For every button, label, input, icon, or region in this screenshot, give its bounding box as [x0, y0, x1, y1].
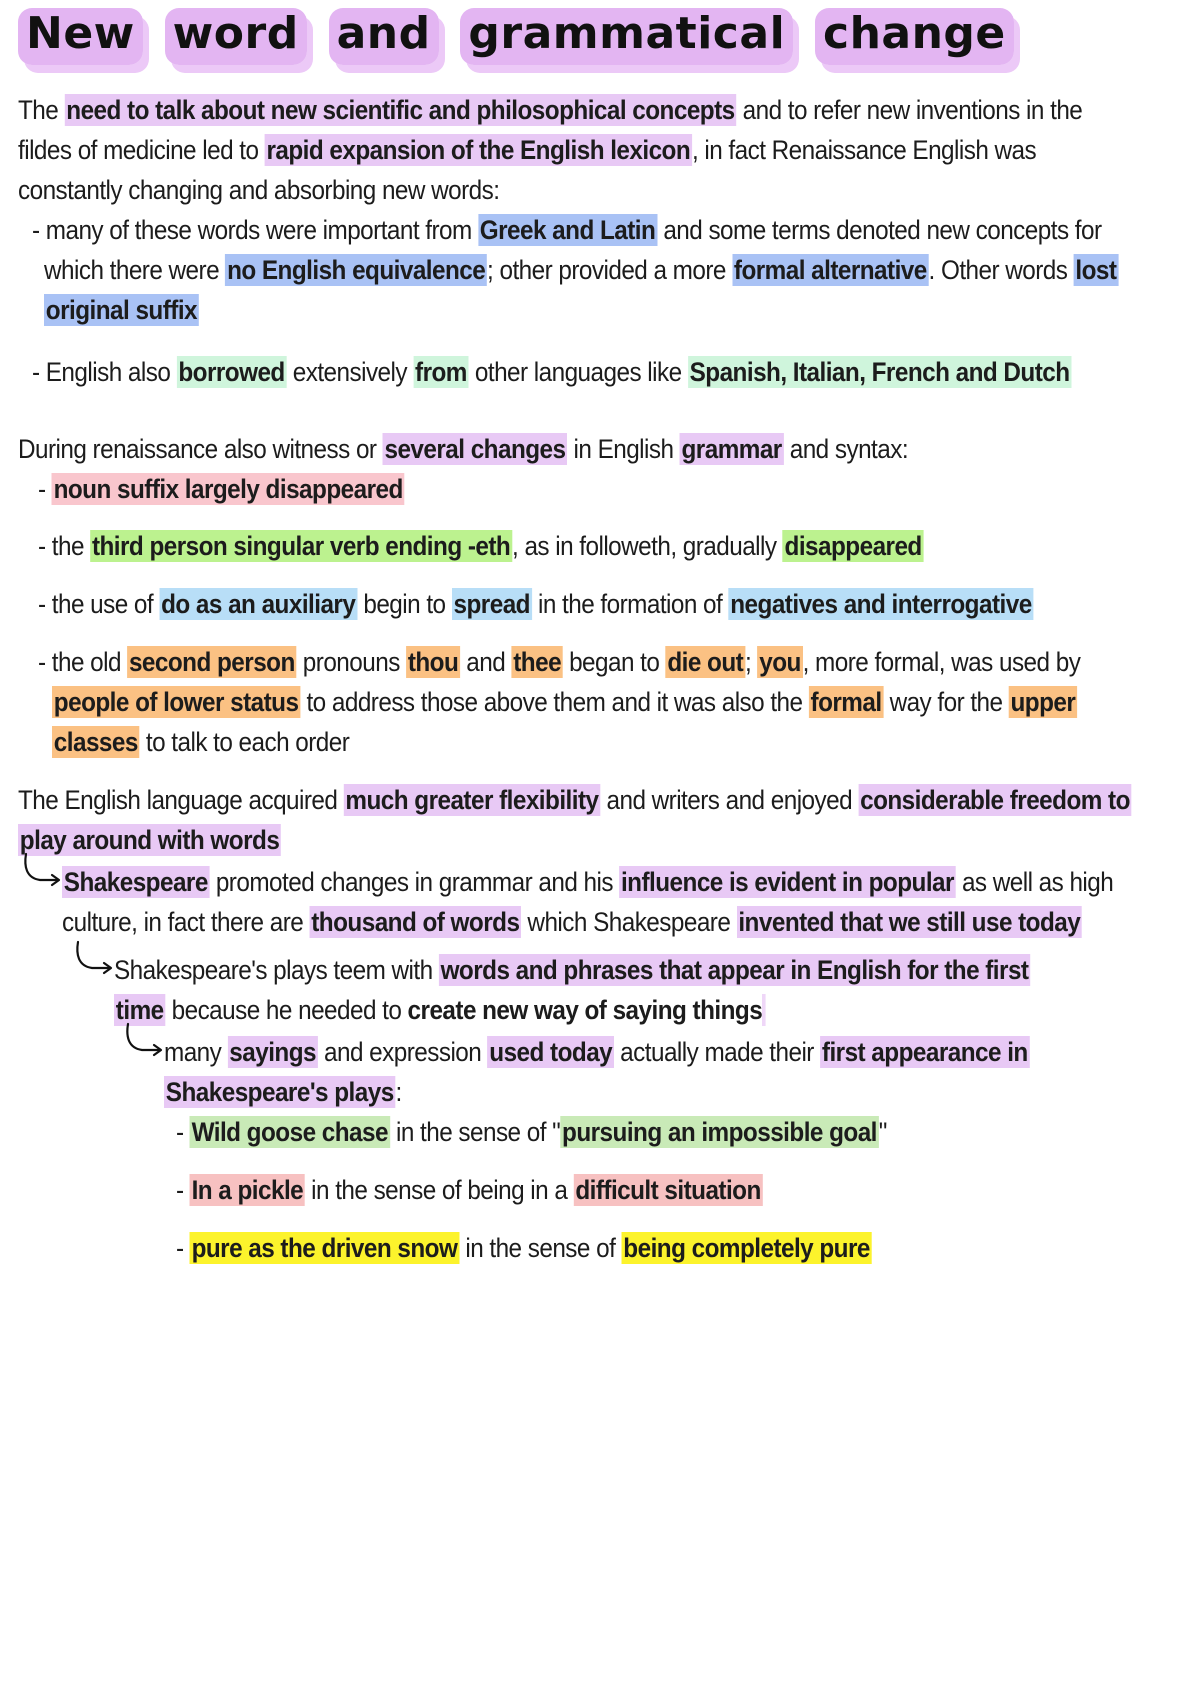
text-segment: way for the [883, 687, 1009, 717]
text-segment: - [176, 1175, 190, 1205]
bullet-line [44, 292, 199, 328]
text-segment: ; other provided a more [487, 255, 733, 285]
highlighted-phrase: second person [128, 647, 295, 677]
highlighted-phrase: In a pickle [191, 1175, 304, 1205]
text-segment: constantly changing and absorbing new words: [18, 175, 500, 205]
title-word: grammatical [460, 8, 793, 65]
highlighted-phrase: difficult situation [575, 1175, 761, 1205]
text-segment: began to [562, 647, 666, 677]
highlighted-phrase: from [415, 357, 467, 387]
paragraph-line [18, 431, 908, 467]
highlighted-phrase: spread [453, 589, 530, 619]
text-segment: and to refer new inventions in the [736, 95, 1083, 125]
bullet-line [52, 724, 349, 760]
paragraph-line [18, 132, 1036, 168]
title-word: change [815, 8, 1014, 65]
text-segment: promoted changes in grammar and his [209, 867, 620, 897]
text-segment: , in fact Renaissance English was [691, 135, 1037, 165]
bullet-line [38, 471, 405, 507]
highlighted-phrase: disappeared [784, 531, 922, 561]
title-word: and [329, 8, 439, 65]
text-segment: ; [745, 647, 758, 677]
text-segment: The [18, 95, 65, 125]
text-segment: and [460, 647, 512, 677]
text-segment: extensively [286, 357, 414, 387]
text-segment: - the [38, 531, 91, 561]
curved-arrow-icon [74, 940, 114, 976]
text-segment: During renaissance also witness or [18, 434, 383, 464]
highlighted-phrase: sayings [229, 1037, 317, 1067]
text-segment: to talk to each order [139, 727, 350, 757]
paragraph-line [18, 782, 1132, 818]
paragraph-line [164, 1074, 402, 1110]
text-segment: pronouns [296, 647, 407, 677]
highlighted-phrase: invented that we still use today [738, 907, 1081, 937]
highlighted-phrase: classes [53, 727, 138, 757]
text-segment: - [176, 1233, 190, 1263]
text-segment: in the sense of being in a [304, 1175, 574, 1205]
text-segment: fildes of medicine led to [18, 135, 265, 165]
highlighted-phrase: Shakespeare [63, 867, 208, 897]
text-segment: - the old [38, 647, 128, 677]
highlighted-phrase: Shakespeare's plays [165, 1077, 394, 1107]
bullet-line [32, 212, 1102, 248]
title-word: New [18, 8, 143, 65]
highlighted-phrase: being completely pure [623, 1233, 870, 1263]
curved-arrow-icon [22, 852, 62, 888]
text-segment: begin to [357, 589, 452, 619]
example-line [176, 1230, 872, 1266]
paragraph-line [114, 992, 766, 1028]
text-segment: in English [567, 434, 680, 464]
example-line [176, 1172, 763, 1208]
text-segment: because he needed to [165, 995, 408, 1025]
text-segment: in the formation of [531, 589, 729, 619]
highlighted-phrase: thou [407, 647, 459, 677]
text-segment: in the sense of " [389, 1117, 561, 1147]
highlighted-phrase: negatives and interrogative [730, 589, 1032, 619]
highlighted-phrase: used today [489, 1037, 613, 1067]
text-segment: : [395, 1077, 402, 1107]
page-title [18, 8, 1020, 59]
text-segment: actually made their [613, 1037, 821, 1067]
highlighted-phrase: Greek and Latin [479, 215, 656, 245]
curved-arrow-icon [124, 1022, 164, 1058]
text-segment: many [164, 1037, 228, 1067]
highlighted-phrase: upper [1010, 687, 1076, 717]
text-segment: Shakespeare's plays teem with [114, 955, 439, 985]
bullet-line [38, 586, 1033, 622]
highlighted-phrase: first appearance in [821, 1037, 1028, 1067]
text-segment: - many of these words were important from [32, 215, 478, 245]
highlighted-phrase: formal [810, 687, 882, 717]
text-segment: - English also [32, 357, 177, 387]
bullet-line [38, 644, 1080, 680]
text-segment: and some terms denoted new concepts for [657, 215, 1102, 245]
text-segment: which Shakespeare [521, 907, 737, 937]
text-segment: , more formal, was used by [802, 647, 1081, 677]
bullet-line [52, 684, 1077, 720]
highlighted-phrase [762, 994, 766, 1026]
text-segment: to address those above them and it was also the [300, 687, 809, 717]
text-segment: and writers and enjoyed [600, 785, 859, 815]
example-line [176, 1114, 887, 1150]
text-segment: The English language acquired [18, 785, 344, 815]
text-segment: other languages like [468, 357, 688, 387]
text-segment: , as in followeth, gradually [512, 531, 783, 561]
paragraph-line [62, 904, 1082, 940]
paragraph-line [18, 92, 1082, 128]
highlighted-phrase: pursuing an impossible goal [562, 1117, 877, 1147]
highlighted-phrase: no English equivalence [227, 255, 486, 285]
paragraph-line [62, 864, 1113, 900]
paragraph-line [164, 1034, 1030, 1070]
text-segment: in the sense of [459, 1233, 622, 1263]
highlighted-phrase: considerable freedom to [860, 785, 1130, 815]
text-segment: culture, in fact there are [62, 907, 310, 937]
text-segment: and expression [317, 1037, 488, 1067]
highlighted-phrase: thee [513, 647, 562, 677]
highlighted-phrase: do as an auxiliary [161, 589, 356, 619]
text-segment: and syntax: [783, 434, 909, 464]
highlighted-phrase: borrowed [178, 357, 285, 387]
text-segment: - the use of [38, 589, 160, 619]
highlighted-phrase: you [759, 647, 801, 677]
highlighted-phrase: thousand of words [311, 907, 520, 937]
highlighted-phrase: Wild goose chase [191, 1117, 388, 1147]
bullet-line [44, 252, 1118, 288]
text-segment: . Other words [928, 255, 1074, 285]
highlighted-phrase: several changes [384, 434, 566, 464]
highlighted-phrase: noun suffix largely disappeared [53, 474, 403, 504]
highlighted-phrase: grammar [681, 434, 782, 464]
highlighted-phrase: pure as the driven snow [191, 1233, 458, 1263]
bullet-line [32, 354, 1071, 390]
bullet-line [38, 528, 924, 564]
highlighted-phrase: people of lower status [53, 687, 299, 717]
text-segment: which there were [44, 255, 226, 285]
highlighted-phrase: die out [667, 647, 744, 677]
highlighted-phrase: rapid expansion of the English lexicon [266, 135, 691, 165]
highlighted-phrase: words and phrases that appear in English for the first [440, 955, 1029, 985]
highlighted-phrase: influence is evident in popular [620, 867, 954, 897]
highlighted-phrase: time [115, 995, 164, 1025]
highlighted-phrase: formal alternative [733, 255, 927, 285]
paragraph-line [114, 952, 1030, 988]
text-segment: - [38, 474, 52, 504]
highlighted-phrase: Spanish, Italian, French and Dutch [689, 357, 1070, 387]
highlighted-phrase: original suffix [45, 295, 198, 325]
highlighted-phrase: need to talk about new scientific and philosophical concepts [66, 95, 735, 125]
title-word: word [165, 8, 307, 65]
highlighted-phrase: play around with words [19, 825, 280, 855]
text-segment: as well as high [955, 867, 1114, 897]
highlighted-phrase: much greater flexibility [345, 785, 599, 815]
highlighted-phrase: lost [1075, 255, 1117, 285]
highlighted-phrase: third person singular verb ending -eth [91, 531, 511, 561]
paragraph-line [18, 172, 499, 208]
text-segment: " [878, 1117, 887, 1147]
text-segment: create new way of saying things [407, 995, 763, 1025]
text-segment: - [176, 1117, 190, 1147]
